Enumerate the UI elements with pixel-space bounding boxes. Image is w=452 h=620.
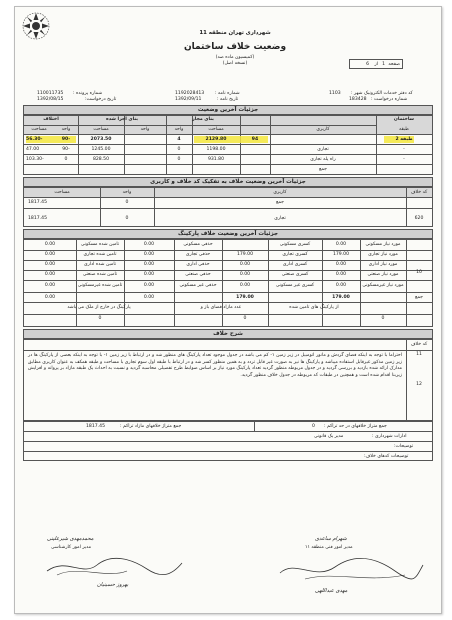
description-table <box>23 339 433 421</box>
sum-value: 0 <box>312 424 315 429</box>
row1-area-permit: 2129.80 <box>205 137 227 142</box>
group-building: ساختمان <box>393 117 415 122</box>
request-no: 183428 <box>349 97 367 102</box>
p-r2-c1: مورد نیاز تجاری <box>368 252 398 257</box>
col-code: کد خلاف <box>410 190 428 195</box>
sum-label: جمع متراژ خلافهای در حد تراکم : <box>324 424 387 429</box>
page-counter <box>349 59 403 69</box>
col-usage-b: کاربری <box>273 190 287 195</box>
file-no-label: شماره پرونده : <box>73 91 103 96</box>
row2-floor: - <box>403 147 405 152</box>
sum-violation-value: 1817.45 <box>86 424 105 429</box>
col-area-permit: مساحت <box>208 127 224 132</box>
parking-val2: 0 <box>243 316 247 321</box>
office-field-label: ادارات شهرداری : <box>372 434 407 439</box>
row4-usage: جمع <box>319 167 327 172</box>
row1-area-diff: 56.30- <box>26 137 43 142</box>
sum-violation-label: جمع متراژ خلافهای مازاد تراکم : <box>120 424 182 429</box>
row1-unit-license: 4 <box>177 137 181 142</box>
left-checker: بهروز حسینیان <box>97 582 129 588</box>
col-floor: طبقه <box>399 127 409 132</box>
right-signature-block <box>275 537 435 601</box>
b-row1-unit: 0 <box>125 200 129 205</box>
row2-area-diff: 47.00 <box>26 147 40 152</box>
office-no: 1103 <box>329 91 341 96</box>
p-r1-c2: 0.00 <box>335 242 347 247</box>
b-row2-unit: 0 <box>125 216 129 221</box>
p-r1-c7: تامین شده مسکونی <box>80 242 120 247</box>
row1-area-license: 2073.50 <box>90 137 112 142</box>
p-r4-c6: 0.00 <box>143 272 155 277</box>
p-r3-c6: 0.00 <box>143 262 155 267</box>
description-header: شرح خلاف <box>23 329 433 339</box>
row3-area-permit: 931.80 <box>207 157 225 162</box>
p-r5-c6: 0.00 <box>143 283 155 288</box>
p-r3-c3: کسری اداری <box>282 262 308 267</box>
current-status-header: جزئیات آخرین وضعیت <box>23 105 433 115</box>
office-field-value: مدیر یک قانونی <box>314 434 344 439</box>
p-r4-c8: 0.00 <box>44 272 56 277</box>
left-signature-scribble <box>37 553 187 581</box>
p-r5-c3: کسری غیر مسکونی <box>275 283 315 288</box>
parking-total-removed: 0.00 <box>143 295 155 300</box>
row3-area-license: 828.50 <box>92 157 110 162</box>
p-r3-c4: 0.00 <box>239 262 251 267</box>
right-signature-scribble <box>275 553 425 585</box>
p-r3-c2: 0.00 <box>335 262 347 267</box>
row3-unit-diff: 0 <box>64 157 68 162</box>
row3-area-diff: 103.30- <box>26 157 44 162</box>
p-r5-c2: 0.00 <box>335 283 347 288</box>
letter-date: 1392/09/11 <box>175 97 202 102</box>
p-r4-c4: 0.00 <box>239 272 251 277</box>
parking-table <box>23 239 433 327</box>
col-unit-license: واحد <box>140 127 150 132</box>
page-of: از <box>374 62 378 67</box>
parking-val3: 0 <box>98 316 102 321</box>
p-r2-c2: 179.00 <box>332 252 350 257</box>
p-r2-c3: کسری تجاری <box>282 252 308 257</box>
page-label: صفحه <box>388 62 400 67</box>
p-r5-c7: تامین شده غیرمسکونی <box>77 283 123 288</box>
p-r5-c8: 0.00 <box>44 283 56 288</box>
request-date: 1392/08/15 <box>37 97 64 102</box>
row2-usage: تجاری <box>317 147 329 152</box>
row3-unit-license: 0 <box>177 157 181 162</box>
page-no: 1 <box>382 62 385 67</box>
parking-val1: 0 <box>381 316 385 321</box>
p-r1-c8: 0.00 <box>44 242 56 247</box>
file-no: 110011735 <box>37 91 64 96</box>
left-signer-role: مدیر امور کارشناسی <box>51 545 92 550</box>
col-area-license: مساحت <box>93 127 109 132</box>
municipality-logo <box>21 11 51 41</box>
col-usage: کاربری <box>316 127 330 132</box>
row2-area-permit: 1198.00 <box>206 147 226 152</box>
row2-unit-license: 0 <box>177 147 181 152</box>
row1-unit-diff: 90- <box>61 137 71 142</box>
row2-area-license: 1245.00 <box>91 147 111 152</box>
page-title: وضعیت خلاف ساختمان <box>183 42 287 52</box>
b-row2-code: 620 <box>414 216 424 221</box>
b-row2-area: 1817.45 <box>28 216 47 221</box>
parking-note3: پارکینگ در خارج از ملک می باشد <box>67 305 131 310</box>
letter-no-label: شماره نامه : <box>215 91 240 96</box>
office-label: کد دفتر خدمات الکترونیک شهر : <box>351 91 413 96</box>
col-unit-permit: واحد <box>174 127 184 132</box>
left-signer-name: محمدمهدی شیرعلینی <box>47 536 94 542</box>
p-r1-c1: مورد نیاز مسکونی <box>365 242 401 247</box>
p-r3-c8: 0.00 <box>44 262 56 267</box>
parking-code: 10 <box>416 270 422 275</box>
p-r4-c1: مورد نیاز صنعتی <box>367 272 399 277</box>
municipality-name: شهرداری تهران منطقه 11 <box>199 30 271 36</box>
p-r5-c4: 0.00 <box>239 283 251 288</box>
description-paragraph: احتراما با توجه به اینکه فضای گردش و مانور اتومبیل در زیر زمین ۱- کم می باشد در جدول موجود تعداد پارکینگ های منظور شد و در ارتباط با زیر زمین ۱- با توجه به اینکه بعضی از پارکینگ ها در زیر زمین مذکور غیرقابل استفاده میباشد و پارکینگ ها نیز به صورت غیر قابل تردد و به همین منظور کسر شد و در ارتباط با طبقه اول سوم تجاری با مساحت و طبقه همکف به عنوان کاربری مطابق مدارک ارائه شده بازدید و بررسی گردید و در جدول مربوطه منظور گردید تعداد پارکینگ مورد نیاز بر اساس ضوابط طرح تفصیلی محاسبه گردید و نسبت به احداث یک طبقه مازاد بر پروانه و افزایش زیربنا اقدام شده است و همچنین در طبقات کد مربوطه در جدول خلاف منظور گردید. <box>28 353 403 378</box>
p-r1-c6: 0.00 <box>143 242 155 247</box>
page-subtitle: (کمیسیون ماده صد) <box>215 55 255 60</box>
desc-code-1: 11 <box>416 352 422 357</box>
letter-date-label: تاریخ نامه : <box>217 97 239 102</box>
col-unit: واحد <box>122 190 132 195</box>
parking-total-required: 179.00 <box>332 295 350 300</box>
desc-code-2: 12 <box>416 382 422 387</box>
breakdown-table <box>23 187 433 227</box>
p-r4-c3: کسری صنعتی <box>281 272 309 277</box>
row3-usage: راه پله تجاری <box>310 157 336 162</box>
col-unit-diff: واحد <box>61 127 71 132</box>
row2-unit-diff: 90- <box>62 147 70 152</box>
request-no-label: شماره درخواست : <box>371 97 408 102</box>
row1-unit-permit: 94 <box>251 137 259 142</box>
p-r1-c3: کسری مسکونی <box>279 242 311 247</box>
breakdown-header: جزئیات آخرین وضعیت خلاف به تفکیک کد خلاف و کاربری <box>23 177 433 187</box>
request-date-label: تاریخ درخواست: <box>85 97 117 102</box>
parking-note2: عدد مازاد فضای باز و <box>200 305 242 310</box>
group-license: بنای اجرا شده <box>106 117 138 122</box>
letter-no: 1192028413 <box>175 91 205 96</box>
p-r2-c4: 179.00 <box>236 252 254 257</box>
p-r2-c5: حذفی تجاری <box>185 252 211 257</box>
page-total: 6 <box>366 62 369 67</box>
summary-table <box>23 421 433 461</box>
notes-label: توضیحات: <box>394 444 414 449</box>
p-r2-c7: تامین شده تجاری <box>83 252 117 257</box>
b-row1-area: 1817.45 <box>28 200 47 205</box>
col-area: مساحت <box>54 190 70 195</box>
parking-total-label: جمع <box>415 295 423 300</box>
p-r3-c7: تامین شده اداری <box>83 262 117 267</box>
p-r4-c2: 0.00 <box>335 272 347 277</box>
group-permit: بنای مجاز <box>192 117 214 122</box>
group-diff: اختلاف <box>43 117 59 122</box>
p-r4-c5: حذفی صنعتی <box>185 272 211 277</box>
p-r4-c7: تامین شده صنعتی <box>82 272 118 277</box>
row3-floor: - <box>403 157 405 162</box>
p-r2-c8: 0.00 <box>44 252 56 257</box>
b-row2-usage: تجاری <box>274 216 286 221</box>
p-r1-c5: حذفی مسکونی <box>183 242 213 247</box>
document-page <box>14 6 442 614</box>
right-signer-role: مدیر امور فنی منطقه ۱۱ <box>305 545 353 550</box>
parking-header: جزئیات آخرین وضعیت خلاف پارکینگ <box>23 229 433 239</box>
p-r5-c5: حذفی غیر مسکونی <box>179 283 217 288</box>
current-status-table <box>23 115 433 175</box>
right-signer-name: شهرام ساعدی <box>315 536 347 542</box>
parking-total-deficit: 179.00 <box>236 295 254 300</box>
col-area-diff: مساحت <box>31 127 47 132</box>
codes-notes-label: توضیحات کدهای خلاف: <box>364 454 409 459</box>
copy-label: (نسخه اصل) <box>222 61 248 66</box>
parking-note1: از پارکینگ های تامین شده <box>289 305 339 310</box>
desc-code-label: کد خلاف <box>410 342 428 347</box>
parking-total-supplied: 0.00 <box>44 295 56 300</box>
left-signature-block <box>37 537 197 597</box>
p-r3-c1: مورد نیاز اداری <box>368 262 398 267</box>
row1-floor: طبقه 2 <box>395 137 413 142</box>
p-r2-c6: 0.00 <box>143 252 155 257</box>
p-r3-c5: حذفی اداری <box>186 262 210 267</box>
right-checker: مهدی عبداللهی <box>315 588 348 594</box>
p-r5-c1: مورد نیاز غیرمسکونی <box>362 283 404 288</box>
b-row1-usage: جمع <box>276 200 284 205</box>
